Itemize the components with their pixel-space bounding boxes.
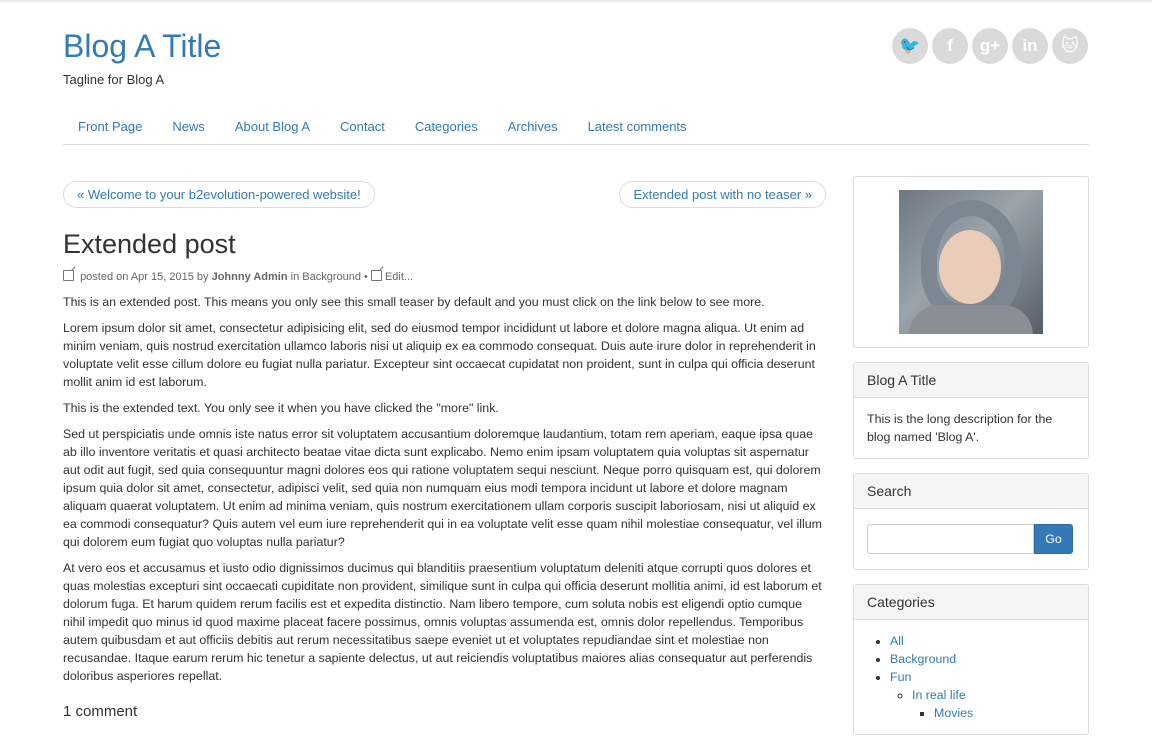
avatar-panel xyxy=(853,176,1089,348)
blog-info-title: Blog A Title xyxy=(854,363,1088,398)
post-body xyxy=(63,293,826,685)
list-item xyxy=(890,650,1075,668)
categories-title: Categories xyxy=(854,585,1088,620)
meta-posted-on: posted on xyxy=(80,271,129,283)
meta-in: in xyxy=(290,271,300,283)
post-meta xyxy=(63,270,826,284)
prev-post-link[interactable]: « Welcome to your b2evolution-powered website! xyxy=(63,181,375,208)
top-shadow xyxy=(0,0,1152,4)
avatar-face-shape xyxy=(939,230,1001,304)
search-input[interactable] xyxy=(867,524,1034,554)
nav-categories[interactable]: Categories xyxy=(414,119,478,134)
nav-archives[interactable]: Archives xyxy=(507,119,558,134)
category-link-fun[interactable]: Fun xyxy=(890,670,912,684)
category-link-in-real-life[interactable]: In real life xyxy=(912,688,966,702)
main-content xyxy=(63,178,826,720)
category-link-movies[interactable]: Movies xyxy=(934,706,974,720)
comments-heading: 1 comment xyxy=(63,703,138,720)
search-body xyxy=(854,509,1088,569)
list-item xyxy=(890,632,1075,650)
github-icon[interactable]: 🐱 xyxy=(1052,28,1088,64)
avatar-body-shape xyxy=(909,305,1033,334)
sidebar xyxy=(853,176,1089,749)
post-paragraph: At vero eos et accusamus et iusto odio dignissimos ducimus qui blanditiis praesentium voluptatum deleniti atque corrupti quos dolores et quas molestias excepturi sint occaecati cupiditate non provident, similique sunt in culpa qui officia deserunt mollitia animi, id est laborum et dolorum fuga. Et harum quidem rerum facilis est et expedita distinctio. Nam libero tempore, cum soluta nobis est eligendi optio cumque nihil impedit quo minus id quod maxime placeat facere possimus, omnis voluptas assumenda est, omnis dolor repellendus. Temporibus autem quibusdam et aut officiis debitis aut rerum necessitatibus saepe eveniet ut et voluptates repudiandae sint et molestiae non recusandae. Itaque earum rerum hic tenetur a sapiente delectus, ut aut reiciendis voluptatibus maiores alias consequatur aut perferendis doloribus asperiores repellat. xyxy=(63,561,822,683)
next-post-link[interactable]: Extended post with no teaser » xyxy=(619,181,826,208)
nav-contact[interactable]: Contact xyxy=(340,119,385,134)
search-panel xyxy=(853,473,1089,570)
list-item xyxy=(934,704,1075,722)
categories-body xyxy=(854,620,1088,734)
meta-author[interactable]: Johnny Admin xyxy=(211,271,288,283)
categories-panel xyxy=(853,584,1089,735)
main-nav xyxy=(63,110,1089,145)
meta-by: by xyxy=(196,271,209,283)
site-title[interactable]: Blog A Title xyxy=(63,28,222,64)
linkedin-icon[interactable]: in xyxy=(1012,28,1048,64)
meta-date: Apr 15, 2015 xyxy=(130,271,194,283)
meta-edit-link[interactable]: Edit... xyxy=(384,271,414,283)
category-link-all[interactable]: All xyxy=(890,634,904,648)
search-title: Search xyxy=(854,474,1088,509)
subsubcategories-list xyxy=(912,704,1075,722)
blog-info-description: This is the long description for the blog named 'Blog A'. xyxy=(867,412,1053,444)
nav-news[interactable]: News xyxy=(172,119,205,134)
nav-front-page[interactable]: Front Page xyxy=(78,119,143,134)
site-tagline: Tagline for Blog A xyxy=(63,72,165,87)
post-title: Extended post xyxy=(63,229,236,259)
search-go-button[interactable]: Go xyxy=(1034,524,1073,554)
post-pager xyxy=(63,178,826,212)
google-plus-icon[interactable]: g+ xyxy=(972,28,1008,64)
meta-separator: • xyxy=(364,271,368,283)
meta-category[interactable]: Background xyxy=(302,271,361,283)
blog-info-panel xyxy=(853,362,1089,459)
nav-latest-comments[interactable]: Latest comments xyxy=(587,119,687,134)
nav-about[interactable]: About Blog A xyxy=(234,119,311,134)
search-form xyxy=(867,524,1075,554)
edit-icon[interactable] xyxy=(371,270,382,281)
subcategories-list xyxy=(890,686,1075,722)
category-link-background[interactable]: Background xyxy=(890,652,957,666)
twitter-icon[interactable]: 🐦 xyxy=(892,28,928,64)
post-paragraph: Sed ut perspiciatis unde omnis iste natus error sit voluptatem accusantium doloremque laudantium, totam rem aperiam, eaque ipsa quae ab illo inventore veritatis et quasi architecto beatae vitae dicta sunt explicabo. Nemo enim ipsam voluptatem quia voluptas sit aspernatur aut odit aut fugit, sed quia consequuntur magni dolores eos qui ratione voluptatem sequi nesciunt. Neque porro quisquam est, qui dolorem ipsum quia dolor sit amet, consectetur, adipisci velit, sed quia non numquam eius modi tempora incidunt ut labore et dolore magnam aliquam quaerat voluptatem. Ut enim ad minima veniam, quis nostrum exercitationem ullam corporis suscipit laboriosam, nisi ut aliquid ex ea commodi consequatur? Quis autem vel eum iure reprehenderit qui in ea voluptate velit esse quam nihil molestiae consequatur, vel illum qui dolorem eum fugiat quo voluptas nulla pariatur? xyxy=(63,427,822,549)
list-item xyxy=(890,668,1075,722)
list-item xyxy=(912,686,1075,722)
post-paragraph: Lorem ipsum dolor sit amet, consectetur adipisicing elit, sed do eiusmod tempor incididunt ut labore et dolore magna aliqua. Ut enim ad minim veniam, quis nostrud exercitation ullamco laboris nisi ut aliquip ex ea commodo consequat. Duis aute irure dolor in reprehenderit in voluptate velit esse cillum dolore eu fugiat nulla pariatur. Excepteur sint occaecat cupidatat non proident, sunt in culpa qui officia deserunt mollit anim id est laborum. xyxy=(63,321,816,389)
post-paragraph: This is an extended post. This means you only see this small teaser by default and you must click on the link below to see more. xyxy=(63,295,765,309)
blog-avatar-image xyxy=(899,190,1043,334)
categories-list xyxy=(867,632,1075,722)
permalink-icon[interactable] xyxy=(63,270,74,281)
post-paragraph: This is the extended text. You only see it when you have clicked the "more" link. xyxy=(63,401,499,415)
social-links xyxy=(892,28,1088,64)
facebook-icon[interactable]: f xyxy=(932,28,968,64)
